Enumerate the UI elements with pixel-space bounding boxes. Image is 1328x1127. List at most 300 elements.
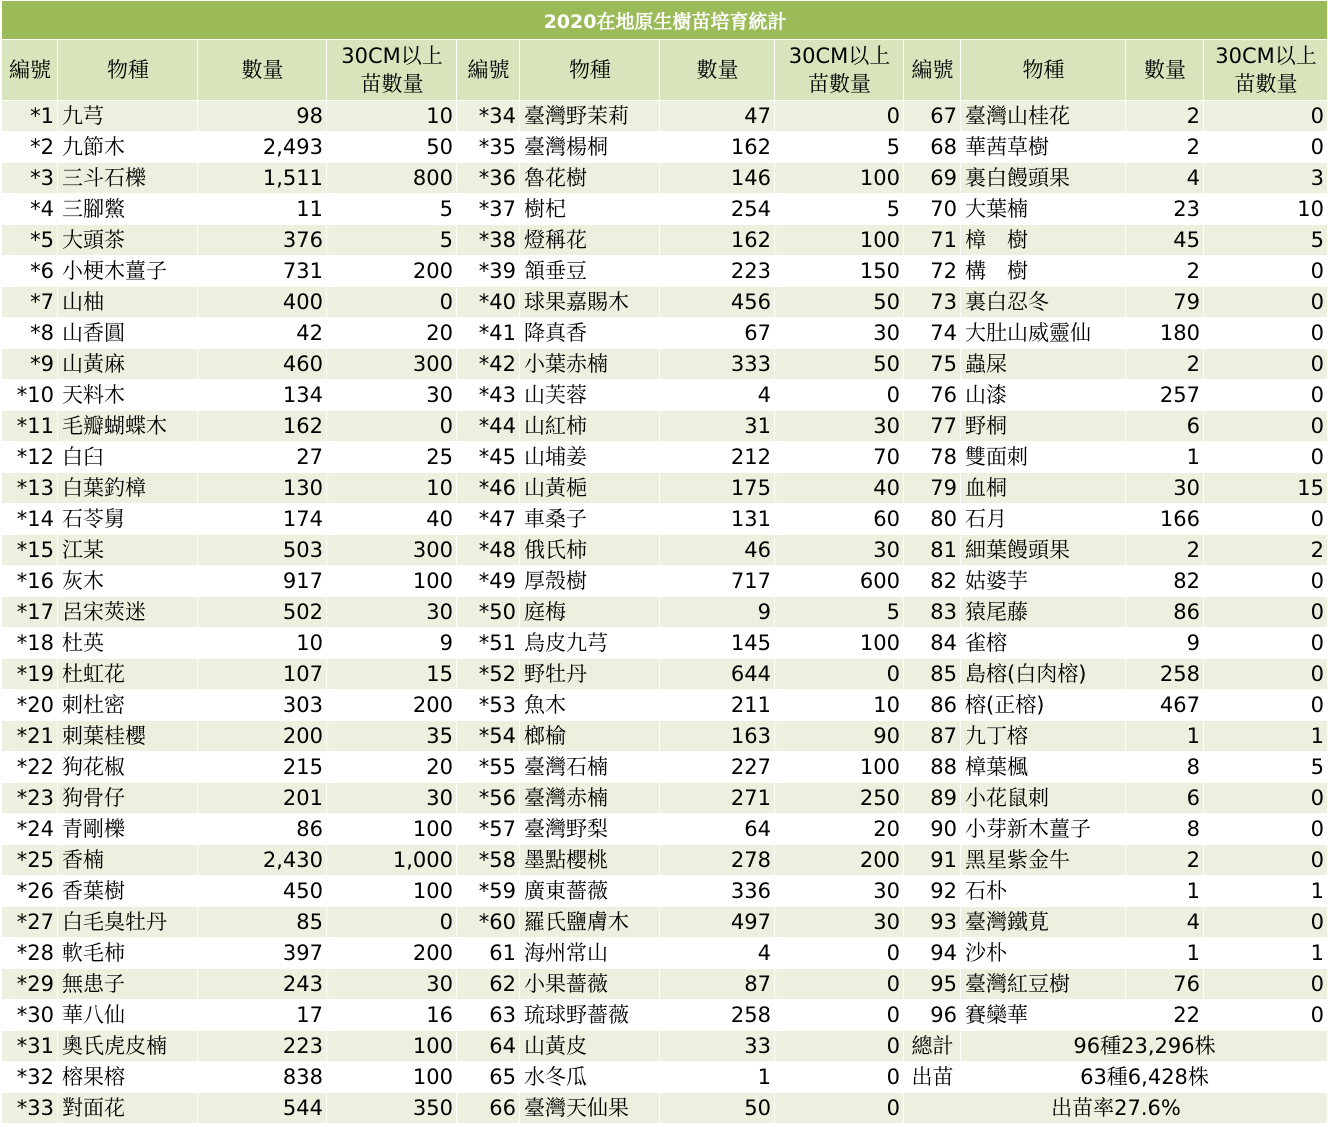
cell-species: 黑星紫金牛 <box>961 845 1126 876</box>
cell-id: 84 <box>904 628 961 659</box>
cell-species: 山黃梔 <box>520 473 660 504</box>
cell-species: 呂宋莢迷 <box>58 597 198 628</box>
table-row <box>2 1093 1328 1124</box>
cell-count: 397 <box>198 938 327 969</box>
cell-id: *35 <box>457 132 520 163</box>
cell-species: 羅氏鹽膚木 <box>520 907 660 938</box>
cell-tall-count: 100 <box>775 752 904 783</box>
cell-species: 琉球野薔薇 <box>520 1000 660 1031</box>
cell-id: 96 <box>904 1000 961 1031</box>
cell-species: 墨點櫻桃 <box>520 845 660 876</box>
cell-count: 1 <box>1126 938 1204 969</box>
cell-count: 27 <box>198 442 327 473</box>
cell-id: 89 <box>904 783 961 814</box>
cell-tall-count: 25 <box>327 442 457 473</box>
cell-tall-count: 30 <box>775 535 904 566</box>
cell-id: 68 <box>904 132 961 163</box>
cell-count: 4 <box>1126 163 1204 194</box>
cell-species: 小芽新木薑子 <box>961 814 1126 845</box>
cell-count: 145 <box>660 628 775 659</box>
cell-count: 4 <box>660 938 775 969</box>
cell-tall-count: 30 <box>775 411 904 442</box>
cell-id: *2 <box>2 132 58 163</box>
cell-species: 細葉饅頭果 <box>961 535 1126 566</box>
cell-count: 67 <box>660 318 775 349</box>
cell-count: 2 <box>1126 349 1204 380</box>
cell-id: *6 <box>2 256 58 287</box>
cell-tall-count: 0 <box>1204 566 1328 597</box>
cell-count: 22 <box>1126 1000 1204 1031</box>
summary-out-value: 63種6,428株 <box>961 1062 1328 1093</box>
cell-tall-count: 0 <box>775 1000 904 1031</box>
cell-count: 333 <box>660 349 775 380</box>
cell-id: *14 <box>2 504 58 535</box>
cell-tall-count: 100 <box>327 876 457 907</box>
cell-species: 狗花椒 <box>58 752 198 783</box>
cell-tall-count: 300 <box>327 349 457 380</box>
cell-count: 1 <box>660 1062 775 1093</box>
cell-tall-count: 200 <box>775 845 904 876</box>
cell-species: 水冬瓜 <box>520 1062 660 1093</box>
cell-id: *38 <box>457 225 520 256</box>
cell-count: 1 <box>1126 442 1204 473</box>
table-row <box>2 101 1328 132</box>
cell-tall-count: 0 <box>1204 907 1328 938</box>
cell-id: 85 <box>904 659 961 690</box>
cell-tall-count: 9 <box>327 628 457 659</box>
cell-count: 134 <box>198 380 327 411</box>
cell-species: 榔榆 <box>520 721 660 752</box>
cell-count: 9 <box>660 597 775 628</box>
cell-id: *34 <box>457 101 520 132</box>
cell-count: 47 <box>660 101 775 132</box>
cell-count: 731 <box>198 256 327 287</box>
cell-count: 175 <box>660 473 775 504</box>
table-row <box>2 163 1328 194</box>
cell-id: 63 <box>457 1000 520 1031</box>
cell-count: 336 <box>660 876 775 907</box>
cell-count: 376 <box>198 225 327 256</box>
cell-count: 1,511 <box>198 163 327 194</box>
cell-tall-count: 600 <box>775 566 904 597</box>
cell-tall-count: 150 <box>775 256 904 287</box>
header-id: 編號 <box>2 40 58 101</box>
cell-tall-count: 0 <box>327 287 457 318</box>
cell-count: 838 <box>198 1062 327 1093</box>
table-row <box>2 752 1328 783</box>
cell-species: 青剛櫟 <box>58 814 198 845</box>
cell-count: 9 <box>1126 628 1204 659</box>
cell-count: 130 <box>198 473 327 504</box>
table-row <box>2 225 1328 256</box>
cell-count: 163 <box>660 721 775 752</box>
cell-id: *27 <box>2 907 58 938</box>
cell-tall-count: 50 <box>327 132 457 163</box>
summary-out-label: 出苗 <box>904 1062 961 1093</box>
cell-count: 8 <box>1126 752 1204 783</box>
cell-count: 544 <box>198 1093 327 1124</box>
cell-tall-count: 30 <box>327 597 457 628</box>
cell-count: 1 <box>1126 721 1204 752</box>
cell-tall-count: 0 <box>1204 318 1328 349</box>
cell-id: *55 <box>457 752 520 783</box>
header-tall: 30CM以上 苗數量 <box>775 40 904 101</box>
seedling-table <box>1 0 1328 1124</box>
cell-id: 76 <box>904 380 961 411</box>
cell-count: 303 <box>198 690 327 721</box>
summary-total-label: 總計 <box>904 1031 961 1062</box>
cell-tall-count: 10 <box>327 473 457 504</box>
cell-count: 131 <box>660 504 775 535</box>
cell-id: *43 <box>457 380 520 411</box>
cell-species: 無患子 <box>58 969 198 1000</box>
table-row <box>2 938 1328 969</box>
cell-species: 山香圓 <box>58 318 198 349</box>
table-row <box>2 535 1328 566</box>
cell-species: 野牡丹 <box>520 659 660 690</box>
table-row <box>2 845 1328 876</box>
cell-species: 臺灣野茉莉 <box>520 101 660 132</box>
cell-tall-count: 16 <box>327 1000 457 1031</box>
header-species: 物種 <box>520 40 660 101</box>
cell-species: 華八仙 <box>58 1000 198 1031</box>
cell-id: *37 <box>457 194 520 225</box>
cell-count: 86 <box>198 814 327 845</box>
cell-tall-count: 30 <box>327 380 457 411</box>
cell-count: 174 <box>198 504 327 535</box>
cell-id: 91 <box>904 845 961 876</box>
table-row <box>2 659 1328 690</box>
cell-id: *50 <box>457 597 520 628</box>
cell-id: *48 <box>457 535 520 566</box>
cell-tall-count: 30 <box>327 783 457 814</box>
cell-id: 78 <box>904 442 961 473</box>
cell-id: *33 <box>2 1093 58 1124</box>
cell-species: 樟葉楓 <box>961 752 1126 783</box>
cell-species: 山柚 <box>58 287 198 318</box>
cell-count: 162 <box>198 411 327 442</box>
cell-species: 狗骨仔 <box>58 783 198 814</box>
table-row <box>2 442 1328 473</box>
cell-count: 227 <box>660 752 775 783</box>
cell-tall-count: 70 <box>775 442 904 473</box>
cell-species: 九丁榕 <box>961 721 1126 752</box>
cell-id: *11 <box>2 411 58 442</box>
cell-count: 2,493 <box>198 132 327 163</box>
cell-tall-count: 0 <box>1204 783 1328 814</box>
cell-id: *59 <box>457 876 520 907</box>
cell-species: 廣東薔薇 <box>520 876 660 907</box>
cell-count: 162 <box>660 225 775 256</box>
cell-species: 大葉楠 <box>961 194 1126 225</box>
cell-species: 灰木 <box>58 566 198 597</box>
cell-species: 野桐 <box>961 411 1126 442</box>
cell-count: 11 <box>198 194 327 225</box>
cell-id: *1 <box>2 101 58 132</box>
cell-count: 79 <box>1126 287 1204 318</box>
cell-count: 215 <box>198 752 327 783</box>
cell-id: 67 <box>904 101 961 132</box>
cell-id: *9 <box>2 349 58 380</box>
cell-count: 50 <box>660 1093 775 1124</box>
cell-tall-count: 15 <box>327 659 457 690</box>
cell-species: 臺灣石楠 <box>520 752 660 783</box>
cell-id: *36 <box>457 163 520 194</box>
cell-species: 樹杞 <box>520 194 660 225</box>
cell-tall-count: 30 <box>775 318 904 349</box>
cell-id: *41 <box>457 318 520 349</box>
cell-id: 66 <box>457 1093 520 1124</box>
cell-id: *54 <box>457 721 520 752</box>
cell-species: 球果嘉賜木 <box>520 287 660 318</box>
cell-id: 69 <box>904 163 961 194</box>
cell-id: *21 <box>2 721 58 752</box>
cell-id: *40 <box>457 287 520 318</box>
cell-id: 64 <box>457 1031 520 1062</box>
cell-id: 81 <box>904 535 961 566</box>
cell-count: 503 <box>198 535 327 566</box>
cell-id: *22 <box>2 752 58 783</box>
cell-id: *32 <box>2 1062 58 1093</box>
cell-tall-count: 0 <box>1204 411 1328 442</box>
cell-tall-count: 60 <box>775 504 904 535</box>
cell-species: 山紅柿 <box>520 411 660 442</box>
cell-tall-count: 5 <box>327 225 457 256</box>
table-row <box>2 876 1328 907</box>
cell-count: 502 <box>198 597 327 628</box>
cell-species: 沙朴 <box>961 938 1126 969</box>
table-row <box>2 411 1328 442</box>
cell-id: *28 <box>2 938 58 969</box>
cell-id: 61 <box>457 938 520 969</box>
cell-count: 271 <box>660 783 775 814</box>
cell-id: *16 <box>2 566 58 597</box>
cell-count: 2 <box>1126 101 1204 132</box>
cell-species: 臺灣紅豆樹 <box>961 969 1126 1000</box>
cell-species: 石朴 <box>961 876 1126 907</box>
cell-tall-count: 10 <box>775 690 904 721</box>
cell-species: 臺灣鐵莧 <box>961 907 1126 938</box>
cell-count: 917 <box>198 566 327 597</box>
cell-count: 33 <box>660 1031 775 1062</box>
cell-id: *52 <box>457 659 520 690</box>
cell-id: 73 <box>904 287 961 318</box>
cell-tall-count: 350 <box>327 1093 457 1124</box>
cell-count: 258 <box>1126 659 1204 690</box>
cell-species: 蟲屎 <box>961 349 1126 380</box>
cell-species: 白葉釣樟 <box>58 473 198 504</box>
cell-tall-count: 0 <box>1204 380 1328 411</box>
cell-count: 212 <box>660 442 775 473</box>
cell-tall-count: 5 <box>1204 752 1328 783</box>
table-row <box>2 597 1328 628</box>
header-id: 編號 <box>457 40 520 101</box>
cell-tall-count: 0 <box>775 1031 904 1062</box>
cell-tall-count: 3 <box>1204 163 1328 194</box>
cell-tall-count: 35 <box>327 721 457 752</box>
table-row <box>2 287 1328 318</box>
cell-species: 杜英 <box>58 628 198 659</box>
cell-id: *42 <box>457 349 520 380</box>
cell-count: 85 <box>198 907 327 938</box>
cell-species: 臺灣楊桐 <box>520 132 660 163</box>
cell-species: 石苓舅 <box>58 504 198 535</box>
header-tall: 30CM以上 苗數量 <box>327 40 457 101</box>
cell-tall-count: 200 <box>327 690 457 721</box>
cell-id: 83 <box>904 597 961 628</box>
cell-species: 山黃皮 <box>520 1031 660 1062</box>
cell-tall-count: 90 <box>775 721 904 752</box>
cell-tall-count: 100 <box>327 566 457 597</box>
cell-species: 降真香 <box>520 318 660 349</box>
header-row <box>2 40 1328 101</box>
cell-species: 島榕(白肉榕) <box>961 659 1126 690</box>
table-row <box>2 1031 1328 1062</box>
cell-species: 山芙蓉 <box>520 380 660 411</box>
cell-id: *19 <box>2 659 58 690</box>
cell-count: 180 <box>1126 318 1204 349</box>
cell-tall-count: 0 <box>775 659 904 690</box>
cell-species: 構 樹 <box>961 256 1126 287</box>
cell-count: 87 <box>660 969 775 1000</box>
cell-tall-count: 2 <box>1204 535 1328 566</box>
cell-tall-count: 20 <box>327 752 457 783</box>
cell-tall-count: 15 <box>1204 473 1328 504</box>
cell-tall-count: 0 <box>327 907 457 938</box>
cell-id: *8 <box>2 318 58 349</box>
cell-species: 俄氏柿 <box>520 535 660 566</box>
cell-species: 厚殼樹 <box>520 566 660 597</box>
cell-id: *10 <box>2 380 58 411</box>
cell-count: 6 <box>1126 411 1204 442</box>
cell-id: 70 <box>904 194 961 225</box>
cell-species: 猿尾藤 <box>961 597 1126 628</box>
table-row <box>2 814 1328 845</box>
summary-rate: 出苗率27.6% <box>904 1093 1328 1124</box>
cell-species: 白臼 <box>58 442 198 473</box>
cell-count: 450 <box>198 876 327 907</box>
cell-species: 三腳鱉 <box>58 194 198 225</box>
cell-species: 九節木 <box>58 132 198 163</box>
cell-count: 2 <box>1126 845 1204 876</box>
cell-id: 92 <box>904 876 961 907</box>
cell-species: 山漆 <box>961 380 1126 411</box>
cell-id: *56 <box>457 783 520 814</box>
cell-id: 79 <box>904 473 961 504</box>
cell-species: 三斗石櫟 <box>58 163 198 194</box>
cell-id: *24 <box>2 814 58 845</box>
cell-tall-count: 800 <box>327 163 457 194</box>
cell-id: *17 <box>2 597 58 628</box>
header-count: 數量 <box>660 40 775 101</box>
cell-id: 90 <box>904 814 961 845</box>
cell-count: 2,430 <box>198 845 327 876</box>
cell-count: 30 <box>1126 473 1204 504</box>
cell-id: *7 <box>2 287 58 318</box>
cell-id: 65 <box>457 1062 520 1093</box>
cell-id: 77 <box>904 411 961 442</box>
cell-tall-count: 0 <box>1204 969 1328 1000</box>
cell-tall-count: 100 <box>327 1062 457 1093</box>
cell-tall-count: 1 <box>1204 876 1328 907</box>
cell-id: *15 <box>2 535 58 566</box>
cell-species: 魯花樹 <box>520 163 660 194</box>
cell-count: 254 <box>660 194 775 225</box>
cell-id: *13 <box>2 473 58 504</box>
cell-count: 1 <box>1126 876 1204 907</box>
header-species: 物種 <box>961 40 1126 101</box>
cell-count: 223 <box>660 256 775 287</box>
cell-species: 毛瓣蝴蝶木 <box>58 411 198 442</box>
cell-species: 小葉赤楠 <box>520 349 660 380</box>
cell-count: 76 <box>1126 969 1204 1000</box>
cell-count: 6 <box>1126 783 1204 814</box>
cell-species: 臺灣天仙果 <box>520 1093 660 1124</box>
cell-id: *39 <box>457 256 520 287</box>
cell-tall-count: 0 <box>1204 628 1328 659</box>
cell-tall-count: 0 <box>775 1062 904 1093</box>
header-species: 物種 <box>58 40 198 101</box>
cell-species: 刺杜密 <box>58 690 198 721</box>
cell-count: 200 <box>198 721 327 752</box>
cell-count: 243 <box>198 969 327 1000</box>
cell-count: 86 <box>1126 597 1204 628</box>
table-row <box>2 132 1328 163</box>
cell-species: 小梗木薑子 <box>58 256 198 287</box>
cell-species: 九芎 <box>58 101 198 132</box>
cell-id: *25 <box>2 845 58 876</box>
cell-species: 大頭茶 <box>58 225 198 256</box>
cell-species: 頷垂豆 <box>520 256 660 287</box>
cell-count: 467 <box>1126 690 1204 721</box>
table-row <box>2 380 1328 411</box>
cell-id: 93 <box>904 907 961 938</box>
cell-id: *47 <box>457 504 520 535</box>
cell-tall-count: 300 <box>327 535 457 566</box>
cell-species: 臺灣山桂花 <box>961 101 1126 132</box>
cell-id: *46 <box>457 473 520 504</box>
table-row <box>2 1062 1328 1093</box>
cell-id: *5 <box>2 225 58 256</box>
cell-id: 80 <box>904 504 961 535</box>
cell-id: *20 <box>2 690 58 721</box>
cell-id: 74 <box>904 318 961 349</box>
cell-species: 軟毛柿 <box>58 938 198 969</box>
header-id: 編號 <box>904 40 961 101</box>
cell-species: 魚木 <box>520 690 660 721</box>
table-row <box>2 504 1328 535</box>
cell-count: 2 <box>1126 132 1204 163</box>
cell-species: 天料木 <box>58 380 198 411</box>
cell-species: 血桐 <box>961 473 1126 504</box>
cell-species: 榕(正榕) <box>961 690 1126 721</box>
cell-count: 201 <box>198 783 327 814</box>
cell-count: 4 <box>660 380 775 411</box>
cell-id: *30 <box>2 1000 58 1031</box>
cell-id: *18 <box>2 628 58 659</box>
cell-species: 烏皮九芎 <box>520 628 660 659</box>
cell-id: *53 <box>457 690 520 721</box>
table-row <box>2 194 1328 225</box>
cell-tall-count: 1,000 <box>327 845 457 876</box>
cell-tall-count: 0 <box>1204 1000 1328 1031</box>
cell-count: 460 <box>198 349 327 380</box>
cell-species: 樟 樹 <box>961 225 1126 256</box>
cell-tall-count: 30 <box>775 876 904 907</box>
cell-id: 86 <box>904 690 961 721</box>
cell-id: 71 <box>904 225 961 256</box>
cell-tall-count: 250 <box>775 783 904 814</box>
